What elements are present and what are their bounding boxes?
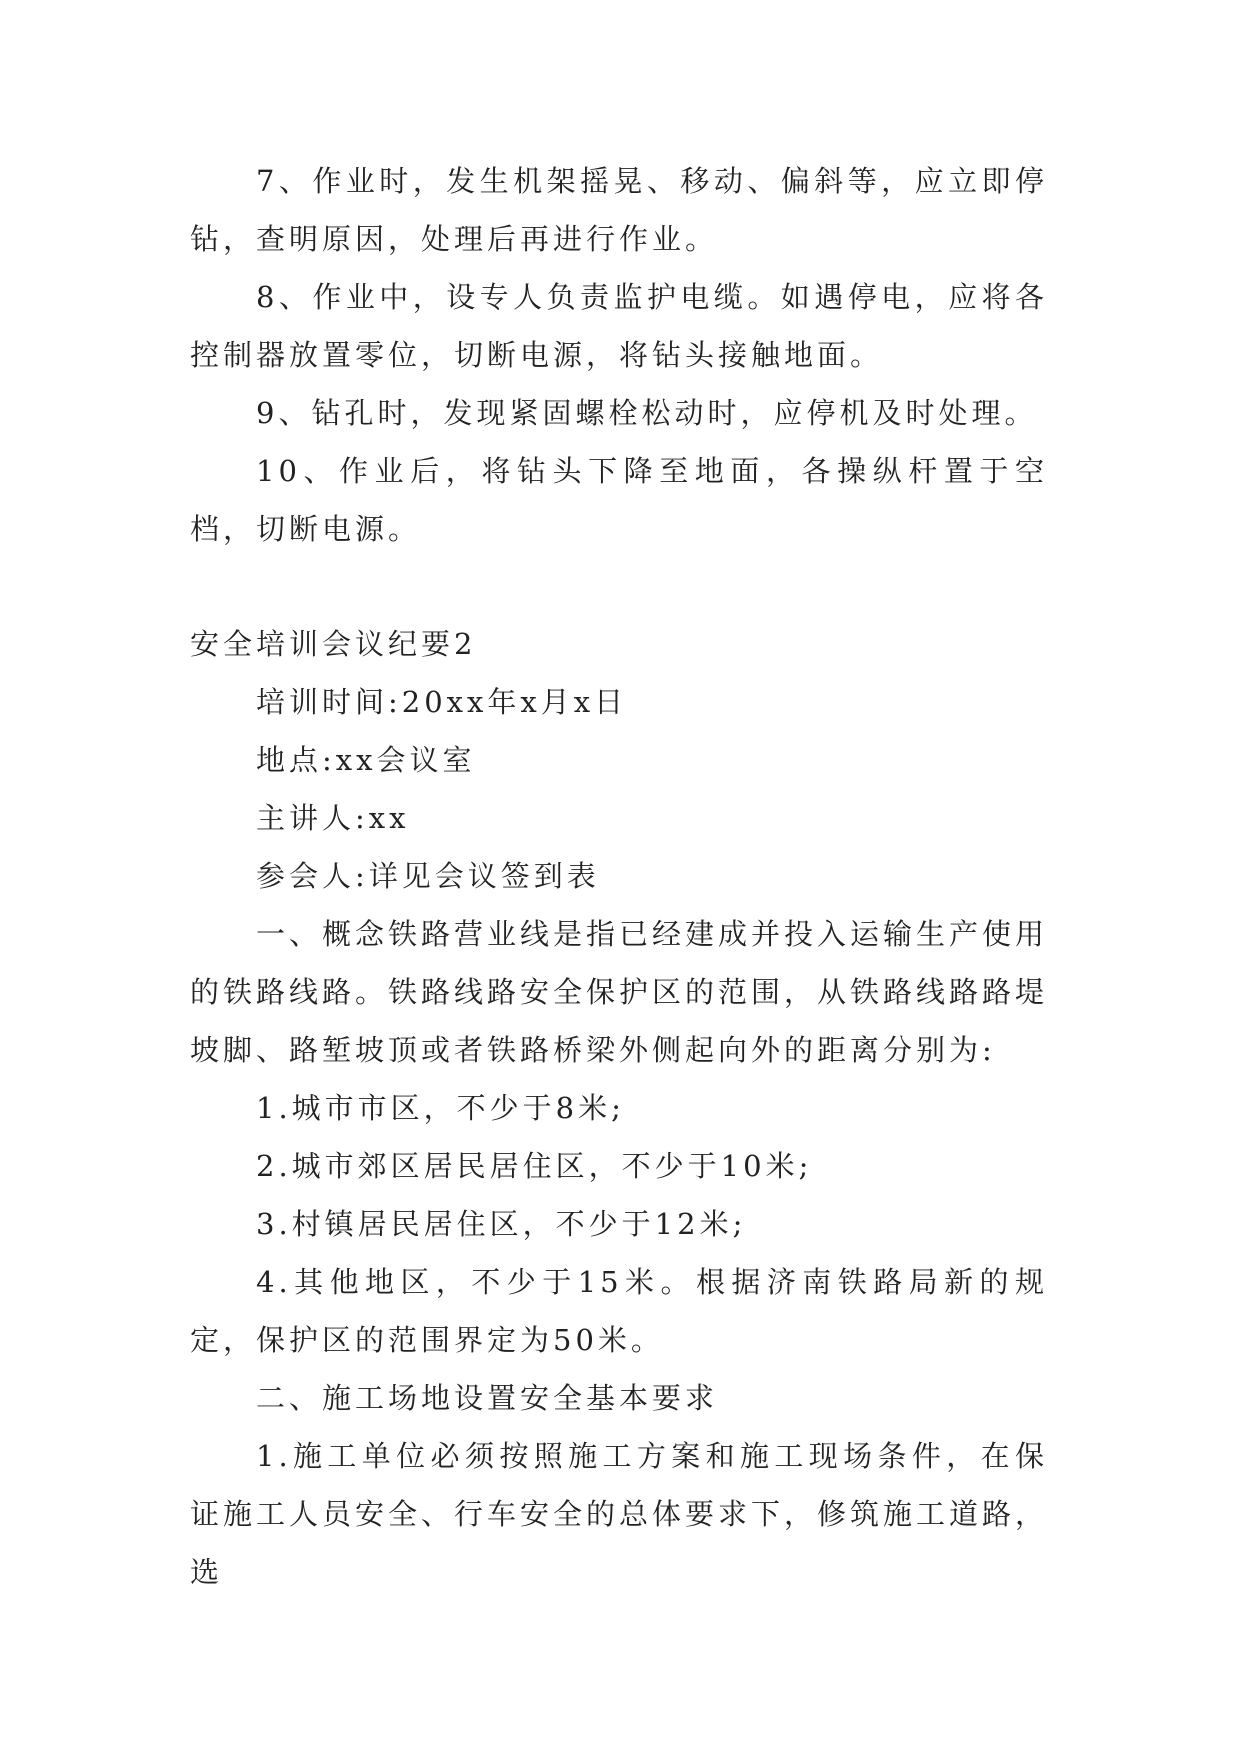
section-title: 安全培训会议纪要2 [190, 627, 477, 661]
paragraph-item-7: 7、作业时，发生机架摇晃、移动、偏斜等，应立即停钻，查明原因，处理后再进行作业。 [190, 164, 1048, 256]
distance-item-1: 1.城市市区，不少于8米; [256, 1091, 625, 1125]
distance-item-3: 3.村镇居民居住区，不少于12米; [256, 1207, 747, 1241]
training-speaker: 主讲人:xx [256, 801, 410, 835]
distance-item-2: 2.城市郊区居民居住区，不少于10米; [256, 1149, 813, 1183]
training-location: 地点:xx会议室 [256, 743, 476, 777]
concept-paragraph: 一、概念铁路营业线是指已经建成并投入运输生产使用的铁路线路。铁路线路安全保护区的范围，从铁路线路路堤坡脚、路堑坡顶或者铁路桥梁外侧起向外的距离分别为: [190, 917, 1049, 1067]
paragraph-item-9: 9、钻孔时，发现紧固螺栓松动时，应停机及时处理。 [256, 396, 1038, 430]
distance-item-4: 4.其他地区，不少于15米。根据济南铁路局新的规定，保护区的范围界定为50米。 [190, 1265, 1048, 1357]
training-time: 培训时间:20xx年x月x日 [256, 685, 628, 719]
paragraph-item-10: 10、作业后，将钻头下降至地面，各操纵杆置于空档，切断电源。 [190, 454, 1048, 546]
document-body [190, 152, 1048, 1601]
requirement-item-1: 1.施工单位必须按照施工方案和施工现场条件，在保证施工人员安全、行车安全的总体要求下，修筑施工道路，选 [190, 1439, 1049, 1589]
paragraph-item-8: 8、作业中，设专人负责监护电缆。如遇停电，应将各控制器放置零位，切断电源，将钻头接触地面。 [190, 280, 1048, 372]
training-attendees: 参会人:详见会议签到表 [256, 859, 600, 893]
subsection-heading: 二、施工场地设置安全基本要求 [256, 1381, 719, 1415]
